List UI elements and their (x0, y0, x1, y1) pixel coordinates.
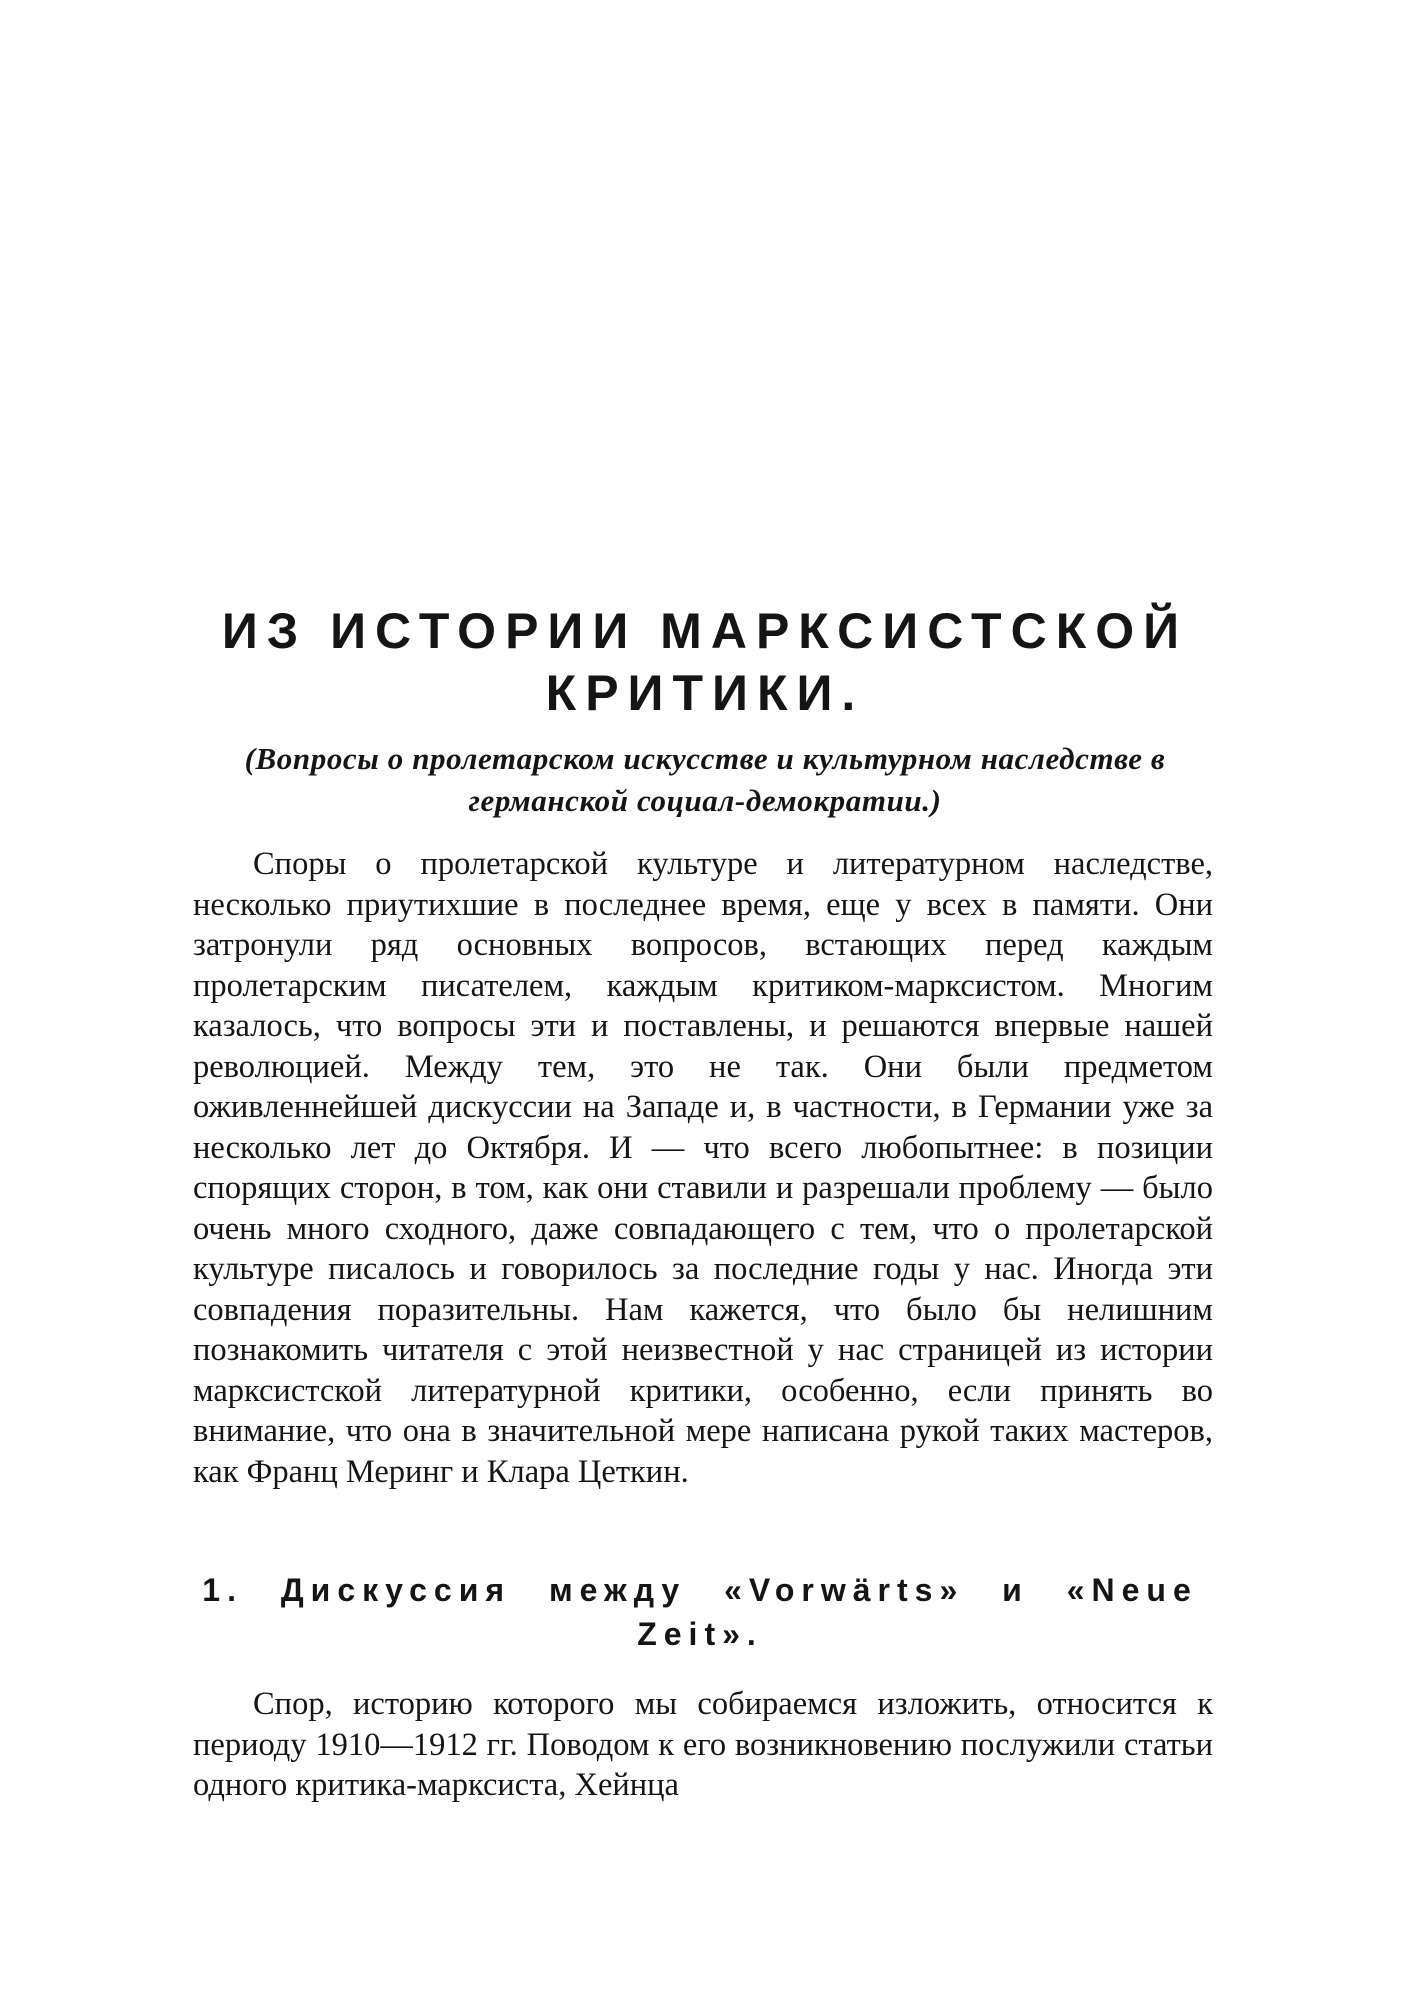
chapter-title: ИЗ ИСТОРИИ МАРКСИСТСКОЙ КРИТИКИ. (221, 603, 1189, 721)
chapter-subtitle: (Вопросы о пролетарском искусстве и культурном наследстве в германской социал-демократии.) (244, 741, 1166, 818)
intro-paragraph: Споры о пролетарской культуре и литературном наследстве, несколько приутихшие в последнее время, еще у всех в памяти. Они затронули ряд основных вопросов, встающих перед каждым пролетарским писателем, каждым критиком-марксистом. Многим казалось, что вопросы эти и поставлены, и решаются впервые нашей революцией. Между тем, это не так. Они были предметом оживленнейшей дискуссии на Западе и, в частности, в Германии уже за несколько лет до Октября. И — что всего любопытнее: в позиции спорящих сторон, в том, как они ставили и разрешали проблему — было очень много сходного, даже совпадающего с тем, что о пролетарской культуре писалось и говорилось за последние годы у нас. Иногда эти совпадения поразительны. Нам кажется, что было бы нелишним познакомить читателя с этой неизвестной у нас страницей из истории марксистской литературной критики, особенно, если принять во внимание, что она в значительной мере написана рукой таких мастеров, как Франц Меринг и Клара Цеткин. (193, 846, 1213, 1490)
section-heading: 1. Дискуссия между «Vorwärts» и «Neue Zeit». (202, 1572, 1198, 1652)
section-paragraph: Спор, историю которого мы собираемся изложить, относится к периоду 1910—1912 гг. Поводом к его возникновению послужили статьи одного критика-марксиста, Хейнца (193, 1686, 1213, 1803)
